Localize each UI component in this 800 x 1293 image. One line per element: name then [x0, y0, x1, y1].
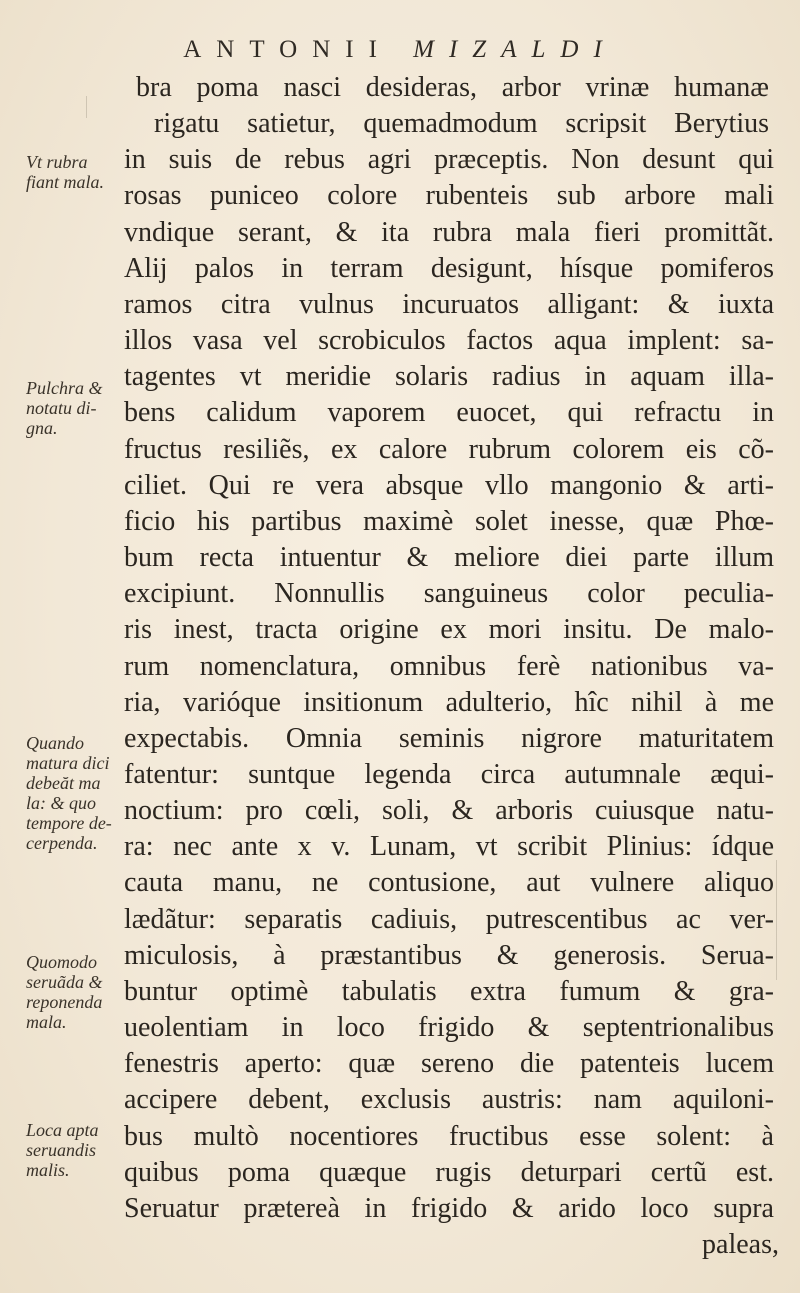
text-line: miculosis, à præstantibus & generosis. Serua- — [124, 939, 774, 971]
text-line: accipere debent, exclusis austris: nam aquiloni- — [124, 1084, 774, 1116]
running-head — [0, 36, 800, 64]
marginal-note-line: notatu di- — [26, 398, 97, 418]
marginal-note-line: debeăt ma — [26, 773, 101, 793]
text-line: fatentur: suntque legenda circa autumnale æqui- — [124, 758, 774, 790]
marginal-note-line: tempore de- — [26, 813, 112, 833]
running-head-author-second: MIZALDI — [413, 36, 617, 63]
text-line: buntur optimè tabulatis extra fumum & gra- — [124, 975, 774, 1007]
text-line: bus multò nocentiores fructibus esse solent: à — [124, 1120, 774, 1152]
text-line: rosas puniceo colore rubenteis sub arbore mali — [124, 180, 774, 212]
marginal-note-vt-rubra — [26, 152, 146, 192]
marginal-note-loca — [26, 1120, 146, 1180]
marginal-note-quomodo — [26, 952, 146, 1032]
show-through-mark — [86, 96, 87, 118]
text-line: tagentes vt meridie solaris radius in aquam illa- — [124, 361, 774, 393]
text-line: excipiunt. Nonnullis sanguineus color peculia- — [124, 578, 774, 610]
text-line: noctium: pro cœli, soli, & arboris cuiusque natu- — [124, 795, 774, 827]
marginal-note-line: fiant mala. — [26, 172, 105, 192]
text-line: lædãtur: separatis cadiuis, putrescentibus ac ver- — [124, 903, 774, 935]
text-line: expectabis. Omnia seminis nigrore maturitatem — [124, 722, 774, 754]
text-line: quibus poma quæque rugis deturpari certũ est. — [124, 1156, 774, 1188]
marginal-note-line: malis. — [26, 1160, 70, 1180]
marginal-note-line: matura dici — [26, 753, 110, 773]
catchword-line: paleas, — [702, 1229, 779, 1260]
marginal-note-line: Loca apta — [26, 1120, 99, 1140]
show-through-mark — [776, 860, 777, 980]
text-line: fenestris aperto: quæ sereno die patenteis lucem — [124, 1048, 774, 1080]
text-line: ramos citra vulnus incuruatos alligant: & iuxta — [124, 288, 774, 320]
text-line: bra poma nasci desideras, arbor vrinæ humanæ — [136, 72, 769, 103]
text-line: ciliet. Qui re vera absque vllo mangonio & arti- — [124, 469, 774, 501]
marginal-note-line: seruandis — [26, 1140, 97, 1160]
text-line: ueolentiam in loco frigido & septentrionalibus — [124, 1012, 774, 1044]
text-line: in suis de rebus agri præceptis. Non desunt qui — [124, 144, 774, 176]
marginal-note-pulchra — [26, 378, 146, 438]
text-line: vndique serant, & ita rubra mala fieri promittãt. — [124, 216, 774, 248]
text-line: Alij palos in terram desigunt, hísque pomiferos — [124, 252, 774, 284]
marginal-note-quando — [26, 733, 146, 853]
marginal-note-line: gna. — [26, 418, 58, 438]
marginal-note-line: Pulchra & — [26, 378, 103, 398]
text-line: ra: nec ante x v. Lunam, vt scribit Plinius: ídque — [124, 831, 774, 863]
text-line: ficio his partibus maximè solet inesse, quæ Phœ- — [124, 505, 774, 537]
marginal-note-line: Quando — [26, 733, 84, 753]
marginal-note-line: la: & quo — [26, 793, 96, 813]
marginal-note-line: reponenda — [26, 992, 103, 1012]
marginal-note-line: seruãda & — [26, 972, 103, 992]
running-head-author-first: ANTONII — [183, 36, 392, 63]
marginal-note-line: Vt rubra — [26, 152, 88, 172]
text-line: ria, varióque insitionum adulterio, hîc nihil à me — [124, 686, 774, 718]
text-line: rigatu satietur, quemadmodum scripsit Berytius — [154, 108, 769, 140]
text-line: bens calidum vaporem euocet, qui refractu in — [124, 397, 774, 429]
text-line: ris inest, tracta origine ex mori insitu. De malo- — [124, 614, 774, 646]
text-line: fructus resiliẽs, ex calore rubrum colorem eis cõ- — [124, 433, 774, 465]
text-line: Seruatur prætereà in frigido & arido loco supra — [124, 1192, 774, 1224]
text-line: illos vasa vel scrobiculos factos aqua implent: sa- — [124, 325, 774, 357]
marginal-note-line: Quomodo — [26, 952, 97, 972]
text-line: bum recta intuentur & meliore diei parte illum — [124, 542, 774, 574]
marginal-note-line: mala. — [26, 1012, 67, 1032]
text-line: cauta manu, ne contusione, aut vulnere aliquo — [124, 867, 774, 899]
body-text — [124, 70, 779, 1263]
marginal-note-line: cerpenda. — [26, 833, 98, 853]
text-line: rum nomenclatura, omnibus ferè nationibus va- — [124, 650, 774, 682]
